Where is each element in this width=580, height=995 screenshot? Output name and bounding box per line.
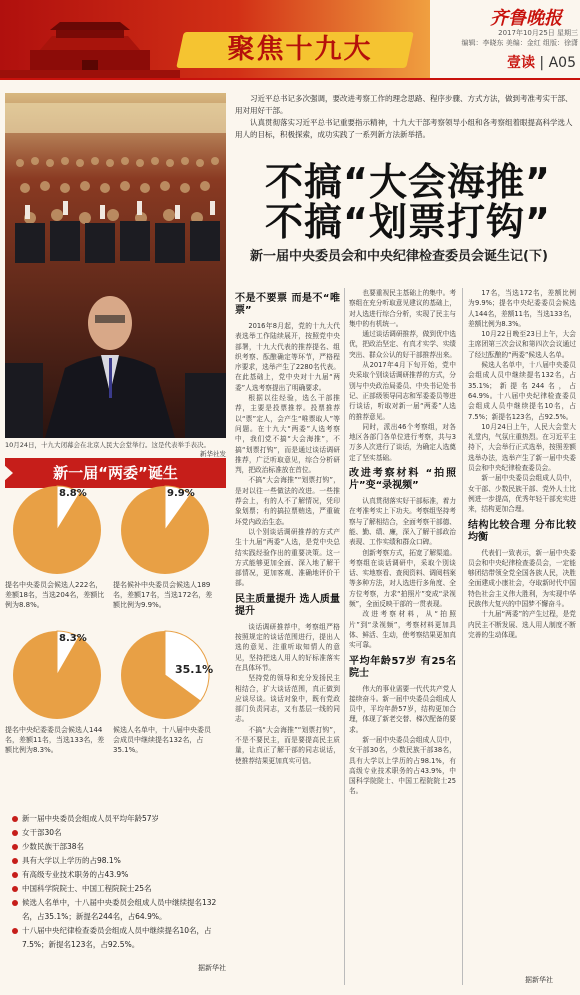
pie-description: 候选人名单中，十八届中央委员会成员中继续提名132名，占35.1%。 [113,726,211,754]
fact-item [12,840,224,854]
pie-chart [11,484,103,576]
section-heading: 平均年龄57岁 有25名院士 [349,655,456,679]
editor-line: 编辑：李晓东 美编：金红 组版：徐潇 [461,39,578,47]
facts-list [12,812,224,952]
fact-text: 女干部30名 [22,828,62,837]
infographic-source: 据新华社 [198,964,226,972]
fact-text: 候选人名单中，十八届中央委员会组成人员中继续提名132名，占35.1%；新提名244名，占64.9%。 [22,898,217,921]
column-divider [344,288,345,985]
page-header [0,0,580,80]
article-paragraph: 也要重视民主基础上的集中。考察组在充分听取意见建议的基础上，对人选进行综合分析，实现了民主与集中的有机统一。 [349,289,456,328]
article-paragraph: 不搞“大会海推”“划票打钩”，是对以往一些做法的改进。一些推荐会上，有的人不了解情况，凭印象划票；有的搞拉票贿选，严重破坏党内政治生态。 [235,476,340,526]
pie-description: 提名候补中央委员会候选人189名，差额17名，当选172名，差额比例为9.9%。 [113,581,213,609]
article-paragraph: 坚持党的领导和充分发扬民主相结合，扩大谈话范围，真正做到应谈尽谈。谈话对象中，既有党政部门负责同志，又有基层一线的同志。 [235,674,340,724]
fact-item [12,882,224,896]
fact-item [12,854,224,868]
fact-item [12,868,224,882]
article-paragraph: 新一届中央委员会组成人员中，女干部、少数民族干部、党外人士比例进一步提高，优秀年轻干部充实进来，结构更加合理。 [468,474,576,514]
pie-description: 提名中央纪委委员会候选人144名，差额11名，当选133名，差额比例为8.3%。 [5,726,105,754]
header-banner [0,0,430,80]
bullet-icon [12,900,18,906]
section-label [440,52,576,74]
header-rule [0,78,580,80]
fact-item [12,812,224,826]
caption-text: 10月24日，十九大闭幕会在北京人民大会堂举行。这是代表举手表决。 [5,441,211,449]
article-paragraph: 代表们一致表示，新一届中央委员会和中央纪律检查委员会，一定能够团结带领全党全国各族人民，决胜全面建成小康社会，夺取新时代中国特色社会主义伟大胜利，为实现中华民族伟大复兴的中国梦不懈奋斗。 [468,548,576,609]
pie-percent-label: 8.8% [59,488,87,499]
infographic-title: 新一届“两委”诞生 [53,464,178,482]
headline-subtitle: 新一届中央委员会和中央纪律检查委员会诞生记(下) [250,249,548,264]
fact-item [12,896,224,924]
photo-credit: 新华社发 [200,450,226,458]
fact-item [12,826,224,840]
bullet-icon [12,830,18,836]
date-line: 2017年10月25日 星期三 [498,29,578,37]
article-paragraph: 10月24日上午，人民大会堂大礼堂内，气氛庄重热烈。在习近平主持下，大会举行正式选举，按照差额选举办法，选举产生了新一届中央委员会和中央纪律检查委员会。 [468,422,576,473]
pie-percent-label: 8.3% [59,633,87,644]
bullet-icon [12,816,18,822]
article-paragraph: 认真贯彻落实好干部标准，着力在考准考实上下功夫。考察组坚持考察与了解相结合，全面考察干部德、能、勤、绩、廉，深入了解干部政治表现、工作实绩和群众口碑。 [349,497,456,547]
section-heading: 不是不要票 而是不“唯票” [235,293,340,316]
article-paragraph: 10月22日晚至23日上午，大会主席团第三次会议和第四次会议通过了经过酝酿的“两委”候选人名单。 [468,330,576,359]
article-source: 据新华社 [525,976,553,984]
section-divider: | [539,55,549,71]
article-paragraph: 改进考察材料，从“拍照片”到“录视频”，考察材料更加具体、鲜活、生动，使考察结果更加真实可靠。 [349,610,456,650]
article-paragraph: 通过谈话调研推荐，做到优中选优，把政治坚定、有真才实学、实绩突出、群众公认的好干部推荐出来。 [349,330,456,359]
section-heading: 结构比较合理 分布比较均衡 [468,519,576,543]
bullet-icon [12,872,18,878]
intro-paragraph: 习近平总书记多次强调，要改进考察工作的理念思路、程序步骤、方式方法，做到考准考实干部、用对用好干部。 [235,94,573,115]
intro-paragraph: 认真贯彻落实习近平总书记重要指示精神，十九大干部考察领导小组和各考察组着眼提高科学选人用人的目标，积极探索，成功实践了一系列新方法新举措。 [235,118,573,139]
section-name: 壹读 [506,55,535,71]
headline-line-1: 不搞“大会海推” [265,160,551,204]
section-heading: 改进考察材料 “拍照片”变“录视频” [349,468,456,492]
banner-title: 聚焦十九大 [227,34,373,65]
article-column-1 [235,288,340,988]
assembly-hall-photo [5,93,226,438]
fact-text: 中国科学院院士、中国工程院院士25名 [22,884,152,893]
article-paragraph: 谈话调研推荐中，考察组严格按照规定的谈话范围进行，提出人选的意见、注重听取知情人的意见，坚持把选人用人的好标准落实在具体环节。 [235,622,340,672]
article-paragraph: 不搞“大会海推”“划票打钩”，不是不要民主，而是要提高民主质量，让真正了解干部的同志说话，使推荐结果更加真实可信。 [235,725,340,765]
news-photo [5,93,226,438]
pie-chart [119,484,211,576]
fact-item [12,924,224,952]
fact-text: 新一届中央委员会组成人员平均年龄57岁 [22,814,160,823]
bullet-icon [12,928,18,934]
page-number: A05 [548,55,576,71]
pie-chart [11,629,103,721]
article-column-2 [349,288,456,988]
article-paragraph: 17名，当选172名，差额比例为9.9%；提名中央纪委委员会候选人144名，差额11名，当选133名，差额比例为8.3%。 [468,289,576,328]
article-paragraph: 十九届“两委”的产生过程，是党内民主不断发展、选人用人制度不断完善的生动体现。 [468,610,576,639]
pie-percent-label: 35.1% [175,663,214,676]
article-paragraph: 根据以往经验，选么干部推荐，主要是投票推荐。投票推荐以“票”定人，会产生“唯票取人”等问题。在十九大“两委”人选考察中，我们党不搞“大会海推”，不搞“划票打钩”，而是通过谈话调研推荐，广泛听取意见，综合分析研判，把政治标准放在首位。 [235,394,340,475]
header-meta [430,28,578,48]
headline-line-2: 不搞“划票打钩” [265,200,551,244]
article-paragraph: 伟大的事业需要一代代共产党人接续奋斗。新一届中央委员会组成人员中，平均年龄57岁，结构更加合理，体现了新老交替、梯次配备的要求。 [349,684,456,734]
bullet-icon [12,858,18,864]
article-column-3 [468,288,576,988]
article-paragraph: 2016年8月起，党的十九大代表选举工作陆续展开，按照党中央部署，十九大代表的推荐提名、组织考察、酝酿确定等环节，严格程序要求，选举产生了2280名代表。在此基础上，党中央对十九届“两委”人选考察提出了明确要求。 [235,322,340,392]
headline-block [235,150,575,250]
article-paragraph: 以个别谈话调研推荐的方式产生十九届“两委”人选，是党中央总结实践经验作出的重要决策。这一方式能够更加全面、深入地了解干部情况，更加客观、准确地评价干部。 [235,527,340,588]
fact-text: 十八届中央纪律检查委员会组成人员中继续提名10名，占7.5%；新提名123名，占92.5%。 [22,926,212,949]
tiananmen-illustration [0,20,180,80]
pie-percent-label: 9.9% [167,488,195,499]
section-heading: 民主质量提升 选人质量提升 [235,593,340,617]
article-paragraph: 从2017年4月下旬开始，党中央采取个别谈话调研推荐的方式，分别与中央政治局委员、中央书记处书记、正部级领导同志和军委委员等进行谈话，听取对新一届“两委”人选的推荐意见。 [349,361,456,421]
article-paragraph: 创新考察方式，拓宽了解渠道。考察组在谈话调研中，采取个别谈话、实地察看、查阅资料、调阅档案等多种方法，对人选进行多角度、全方位考察，力求“拍照片”变成“录视频”，全面反映干部的一贯表现。 [349,548,456,609]
article-paragraph: 新一届中央委员会组成人员中，女干部30名，少数民族干部38名，具有大学以上学历的占98.1%，有高级专业技术职务的占43.9%，中国科学院院士、中国工程院院士25名。 [349,735,456,796]
article-paragraph: 同时，派出46个考察组，对各地区各部门各单位进行考察，共与3万多人次进行了谈话，为确定人选奠定了坚实基础。 [349,422,456,462]
fact-text: 少数民族干部38名 [22,842,85,851]
bullet-icon [12,844,18,850]
fact-text: 有高级专业技术职务的占43.9% [22,870,129,879]
article-paragraph: 候选人名单中，十八届中央委员会组成人员中继续提名132名，占35.1%；新提名244名，占64.9%。十八届中央纪律检查委员会组成人员中继续提名10名，占7.5%；新提名123名，占92.5%。 [468,361,576,421]
article-intro [235,93,575,141]
photo-caption [5,441,226,459]
fact-text: 具有大学以上学历的占98.1% [22,856,121,865]
pie-description: 提名中央委员会候选人222名，差额18名，当选204名，差额比例为8.8%。 [5,581,105,609]
newspaper-masthead: 齐鲁晚报 [490,8,562,29]
column-divider [462,288,463,985]
bullet-icon [12,886,18,892]
